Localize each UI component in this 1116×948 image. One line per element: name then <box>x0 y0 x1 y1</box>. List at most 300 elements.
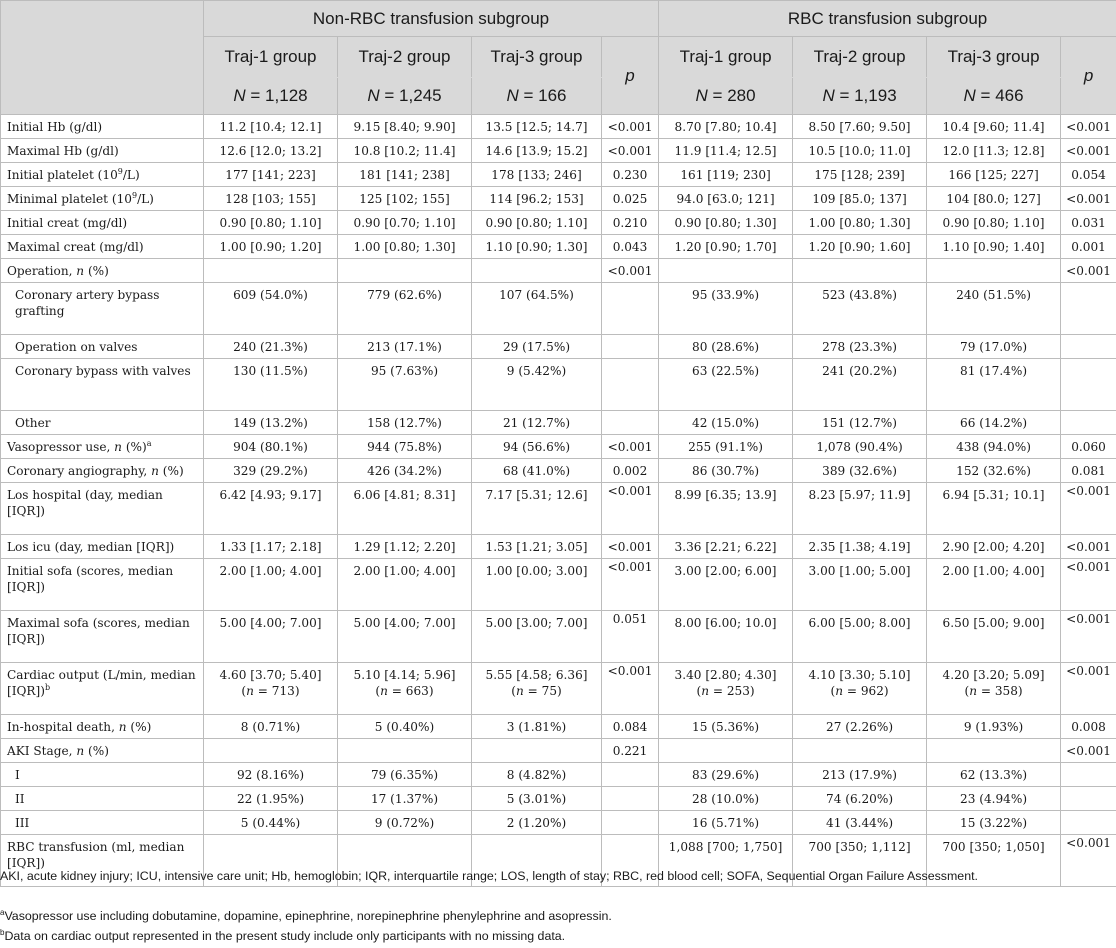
cell-value: <0.001 <box>607 119 653 134</box>
value-cell <box>472 787 602 811</box>
value-cell <box>204 115 338 139</box>
row-label-text: Coronary bypass with valves <box>15 364 191 378</box>
cell-value: 86 (30.7%) <box>692 463 760 478</box>
table-row <box>1 715 1116 739</box>
cell-value: 1.10 [0.90; 1.30] <box>485 239 588 254</box>
n-symbol: N <box>963 86 976 105</box>
cell-value: 42 (15.0%) <box>692 415 760 430</box>
value-cell <box>472 235 602 259</box>
cell-value: 0.054 <box>1071 167 1106 182</box>
value-cell <box>793 559 927 611</box>
p-value-cell <box>1061 739 1116 763</box>
cell-value: 240 (21.3%) <box>233 339 308 354</box>
row-label <box>1 435 204 459</box>
cell-value: 240 (51.5%) <box>956 288 1031 302</box>
value-cell <box>472 715 602 739</box>
value-cell <box>204 559 338 611</box>
p-value-cell <box>602 115 659 139</box>
cell-value: 7.17 [5.31; 12.6] <box>485 488 588 502</box>
value-cell <box>659 811 793 835</box>
value-cell <box>927 459 1061 483</box>
value-cell <box>204 811 338 835</box>
footnote-abbreviations: AKI, acute kidney injury; ICU, intensive care unit; Hb, hemoglobin; IQR, interquartile range; LOS, length of stay; RBC, red blood cell; SOFA, Sequential Organ Failure Assessment. <box>0 869 978 883</box>
cell-value: 255 (91.1%) <box>688 439 763 454</box>
cell-value: 1.10 [0.90; 1.40] <box>942 239 1045 254</box>
cell-value: 438 (94.0%) <box>956 439 1031 454</box>
cell-value: 8.50 [7.60; 9.50] <box>808 119 911 134</box>
table-row <box>1 283 1116 335</box>
cell-value: 9 (1.93%) <box>963 719 1024 734</box>
cell-value: 944 (75.8%) <box>367 439 442 454</box>
p-value-cell <box>602 739 659 763</box>
value-cell <box>338 335 472 359</box>
p-value-cell <box>602 611 659 663</box>
p-value-cell <box>1061 187 1116 211</box>
p-value-cell <box>1061 259 1116 283</box>
value-cell <box>204 163 338 187</box>
p-value-cell <box>1061 535 1116 559</box>
row-label-text: Maximal creat (mg/dl) <box>7 239 144 254</box>
cell-value: 62 (13.3%) <box>960 767 1028 782</box>
value-cell <box>659 483 793 535</box>
p-value-cell <box>602 235 659 259</box>
group-header-rbc: RBC transfusion subgroup <box>659 1 1116 37</box>
value-cell <box>793 283 927 335</box>
table-row <box>1 483 1116 535</box>
n-count-cell <box>338 78 472 115</box>
row-label-text: RBC transfusion (ml, median [IQR]) <box>7 840 185 870</box>
cell-value: 149 (13.2%) <box>233 415 308 430</box>
value-cell <box>338 359 472 411</box>
cell-value: 79 (6.35%) <box>370 767 439 782</box>
value-cell <box>659 359 793 411</box>
cell-value: 241 (20.2%) <box>822 364 897 378</box>
cell-value: 94.0 [63.0; 121] <box>676 191 775 206</box>
row-label-italic: n <box>118 719 127 734</box>
cell-value: 95 (7.63%) <box>370 364 439 378</box>
cell-value: 0.002 <box>612 463 648 478</box>
cell-value: 1,088 [700; 1,750] <box>668 840 783 854</box>
p-value-cell <box>602 811 659 835</box>
row-label-text: In-hospital death, <box>7 719 119 734</box>
p-value-cell <box>602 259 659 283</box>
cell-value: 6.00 [5.00; 8.00] <box>808 616 911 630</box>
row-label <box>1 115 204 139</box>
table-row <box>1 359 1116 411</box>
cell-value: <0.001 <box>607 560 653 574</box>
cell-value: 92 (8.16%) <box>236 767 305 782</box>
value-cell <box>927 115 1061 139</box>
cell-value: 68 (41.0%) <box>502 463 571 478</box>
cell-value: 609 (54.0%) <box>233 288 308 302</box>
row-label-text: Vasopressor use, <box>7 439 115 454</box>
row-label <box>1 359 204 411</box>
cell-value: <0.001 <box>607 439 653 454</box>
cell-value: 11.2 [10.4; 12.1] <box>219 119 322 134</box>
row-label <box>1 139 204 163</box>
value-cell <box>338 787 472 811</box>
table-row <box>1 559 1116 611</box>
cell-value: 1.53 [1.21; 3.05] <box>485 539 588 554</box>
cell-value: 10.8 [10.2; 11.4] <box>353 143 456 158</box>
col-header-traj2: Traj-2 group <box>793 37 927 78</box>
cell-value: 63 (22.5%) <box>692 364 760 378</box>
value-cell <box>793 235 927 259</box>
p-value-cell <box>1061 763 1116 787</box>
value-cell <box>793 739 927 763</box>
n-count-value: = 280 <box>712 86 756 105</box>
cell-value: 1.00 [0.90; 1.20] <box>219 239 322 254</box>
cell-value: 5 (3.01%) <box>506 791 567 806</box>
p-value-cell <box>1061 211 1116 235</box>
value-cell <box>793 663 927 715</box>
table-row <box>1 259 1116 283</box>
value-cell <box>338 559 472 611</box>
value-cell <box>338 483 472 535</box>
cell-value: 8.99 [6.35; 13.9] <box>674 488 777 502</box>
cell-value: 6.06 [4.81; 8.31] <box>353 488 456 502</box>
value-cell <box>927 535 1061 559</box>
cell-value: 83 (29.6%) <box>692 767 760 782</box>
value-cell <box>472 739 602 763</box>
row-label <box>1 335 204 359</box>
value-cell <box>472 187 602 211</box>
footnote-a <box>0 906 1116 926</box>
value-cell <box>793 211 927 235</box>
cell-value: 0.90 [0.70; 1.10] <box>353 215 456 230</box>
value-cell <box>338 115 472 139</box>
value-cell <box>927 259 1061 283</box>
cell-value: 1.00 [0.80; 1.30] <box>808 215 911 230</box>
row-label <box>1 459 204 483</box>
row-label-text: III <box>15 815 30 830</box>
value-cell <box>204 259 338 283</box>
p-value-cell <box>602 335 659 359</box>
value-cell <box>472 535 602 559</box>
table-row <box>1 611 1116 663</box>
cell-value: 94 (56.6%) <box>502 439 571 454</box>
p-value-cell <box>602 283 659 335</box>
value-cell <box>472 663 602 715</box>
value-cell <box>927 187 1061 211</box>
cell-value: 10.4 [9.60; 11.4] <box>942 119 1045 134</box>
value-cell <box>338 283 472 335</box>
cell-value: 2.00 [1.00; 4.00] <box>219 564 322 578</box>
col-header-p: p <box>602 37 659 115</box>
row-label <box>1 211 204 235</box>
value-cell <box>927 163 1061 187</box>
value-cell <box>659 663 793 715</box>
footnote-a-mark: a <box>0 907 5 917</box>
cell-value: 151 (12.7%) <box>822 415 897 430</box>
cell-value: <0.001 <box>607 539 653 554</box>
col-header-traj1: Traj-1 group <box>659 37 793 78</box>
cell-value: 4.20 [3.20; 5.09] <box>942 668 1045 682</box>
value-cell <box>927 663 1061 715</box>
p-value-cell <box>1061 335 1116 359</box>
cell-value: <0.001 <box>607 263 653 278</box>
p-value-cell <box>1061 559 1116 611</box>
table-row <box>1 763 1116 787</box>
n-symbol: n <box>835 684 843 698</box>
cell-value: 5 (0.40%) <box>374 719 435 734</box>
value-cell <box>472 435 602 459</box>
p-value-cell <box>602 187 659 211</box>
cell-value: 178 [133; 246] <box>491 167 582 182</box>
n-count-cell <box>472 78 602 115</box>
row-label-text: Coronary angiography, <box>7 463 152 478</box>
cell-value: 15 (3.22%) <box>960 815 1028 830</box>
value-cell <box>927 763 1061 787</box>
value-cell <box>793 715 927 739</box>
cell-value: 175 [128; 239] <box>814 167 905 182</box>
cell-value: 0.043 <box>612 239 648 254</box>
value-cell <box>659 739 793 763</box>
cell-value: 104 [80.0; 127] <box>946 191 1041 206</box>
n-symbol: n <box>246 684 254 698</box>
row-label-text: Coronary artery bypass grafting <box>15 288 160 318</box>
value-cell <box>472 335 602 359</box>
table-body <box>1 115 1116 887</box>
row-label <box>1 235 204 259</box>
value-cell <box>927 335 1061 359</box>
p-value-cell <box>602 559 659 611</box>
cell-value: 3.40 [2.80; 4.30] <box>674 668 777 682</box>
footnote-b-text: Data on cardiac output represented in the present study include only participants with no missing data. <box>4 929 566 943</box>
p-value-cell <box>602 435 659 459</box>
cell-value: 128 [103; 155] <box>225 191 316 206</box>
value-cell <box>204 483 338 535</box>
value-cell <box>338 187 472 211</box>
table-header <box>1 1 1116 115</box>
value-cell <box>659 559 793 611</box>
n-count-value: = 466 <box>980 86 1024 105</box>
cell-value: 8.00 [6.00; 10.0] <box>674 616 777 630</box>
cell-value: 0.90 [0.80; 1.10] <box>485 215 588 230</box>
value-cell <box>659 115 793 139</box>
value-cell <box>659 335 793 359</box>
n-symbol: n <box>515 684 524 698</box>
value-cell <box>927 283 1061 335</box>
cell-value: 21 (12.7%) <box>502 415 571 430</box>
cell-value: 107 (64.5%) <box>499 288 574 302</box>
cell-value: 166 [125; 227] <box>948 167 1039 182</box>
row-label <box>1 811 204 835</box>
cell-value: 9.15 [8.40; 9.90] <box>353 119 456 134</box>
cell-value: <0.001 <box>1066 836 1111 850</box>
table-row <box>1 535 1116 559</box>
table-row <box>1 235 1116 259</box>
cell-value: 5.00 [3.00; 7.00] <box>485 616 588 630</box>
row-label-text: Operation on valves <box>15 339 138 354</box>
col-header-traj3: Traj-3 group <box>927 37 1061 78</box>
value-cell <box>927 787 1061 811</box>
value-cell <box>204 235 338 259</box>
value-cell <box>659 459 793 483</box>
value-cell <box>204 211 338 235</box>
row-label <box>1 535 204 559</box>
value-cell <box>204 283 338 335</box>
p-value-cell <box>1061 235 1116 259</box>
row-label-text: Los icu (day, median [IQR]) <box>7 539 175 554</box>
value-cell <box>338 139 472 163</box>
p-value-cell <box>1061 283 1116 335</box>
value-cell <box>659 235 793 259</box>
cell-value: 0.081 <box>1071 463 1106 478</box>
value-cell <box>659 435 793 459</box>
cell-value: 66 (14.2%) <box>960 415 1028 430</box>
cell-value: 0.008 <box>1071 719 1106 734</box>
cell-value: 426 (34.2%) <box>367 463 442 478</box>
row-label-text: (%) <box>84 743 109 758</box>
cell-value: 1,078 (90.4%) <box>816 439 903 454</box>
cell-value: 8 (0.71%) <box>240 719 301 734</box>
cell-value: 13.5 [12.5; 14.7] <box>485 119 588 134</box>
cell-value: <0.001 <box>1066 143 1111 158</box>
value-cell <box>338 163 472 187</box>
table-row <box>1 187 1116 211</box>
cell-value: 181 [141; 238] <box>359 167 450 182</box>
table-row <box>1 459 1116 483</box>
row-label <box>1 611 204 663</box>
cell-value: 0.90 [0.80; 1.10] <box>219 215 322 230</box>
value-cell <box>927 139 1061 163</box>
table-row <box>1 163 1116 187</box>
row-label <box>1 763 204 787</box>
n-subcount: = 75) <box>527 684 562 698</box>
cell-value: 2.35 [1.38; 4.19] <box>808 539 911 554</box>
table-row <box>1 739 1116 763</box>
row-label-text: I <box>15 767 20 782</box>
row-label-italic: n <box>114 439 122 454</box>
value-cell <box>338 411 472 435</box>
row-label <box>1 559 204 611</box>
row-label-italic: n <box>76 743 85 758</box>
n-subcount: = 253) <box>712 684 755 698</box>
value-cell <box>927 559 1061 611</box>
n-count-cell <box>927 78 1061 115</box>
cell-value: <0.001 <box>1066 263 1111 278</box>
value-cell <box>927 715 1061 739</box>
footnote-b-mark: b <box>0 927 5 937</box>
p-value-cell <box>602 163 659 187</box>
row-label <box>1 163 204 187</box>
n-subcount: = 713) <box>257 684 300 698</box>
value-cell <box>338 435 472 459</box>
row-label-text: Minimal platelet (10 <box>7 191 132 206</box>
n-symbol: n <box>380 684 388 698</box>
footnote-b <box>0 926 1116 946</box>
value-cell <box>204 187 338 211</box>
value-cell <box>927 435 1061 459</box>
n-subcount: = 663) <box>391 684 434 698</box>
p-value-cell <box>602 139 659 163</box>
footnote-a-text: Vasopressor use including dobutamine, dopamine, epinephrine, norepinephrine phenylephrine and asopressin. <box>4 909 612 923</box>
value-cell <box>927 739 1061 763</box>
p-value-cell <box>602 411 659 435</box>
value-cell <box>472 211 602 235</box>
cell-value: 177 [141; 223] <box>225 167 316 182</box>
cell-value: 8.23 [5.97; 11.9] <box>808 488 911 502</box>
p-value-cell <box>1061 411 1116 435</box>
paren: ( <box>696 684 702 698</box>
cell-value: 114 [96.2; 153] <box>489 191 584 206</box>
cell-value: 158 (12.7%) <box>367 415 442 430</box>
n-subcount: = 962) <box>846 684 889 698</box>
value-cell <box>204 715 338 739</box>
cell-value: 6.42 [4.93; 9.17] <box>219 488 322 502</box>
row-label <box>1 411 204 435</box>
p-value-cell <box>1061 483 1116 535</box>
row-label <box>1 663 204 715</box>
cell-value: 79 (17.0%) <box>960 339 1028 354</box>
table-row <box>1 787 1116 811</box>
cell-value: 8 (4.82%) <box>506 767 567 782</box>
cell-value: 2.00 [1.00; 4.00] <box>942 564 1045 578</box>
n-count-value: = 1,193 <box>839 86 897 105</box>
header-corner <box>1 1 204 115</box>
cell-value: 15 (5.36%) <box>692 719 760 734</box>
value-cell <box>338 535 472 559</box>
row-label <box>1 715 204 739</box>
value-cell <box>659 611 793 663</box>
cell-value: 6.50 [5.00; 9.00] <box>942 616 1045 630</box>
cell-value: 213 (17.9%) <box>822 767 897 782</box>
value-cell <box>659 259 793 283</box>
paren: ( <box>830 684 836 698</box>
value-cell <box>793 163 927 187</box>
cell-value: 9 (0.72%) <box>374 815 435 830</box>
value-cell <box>659 411 793 435</box>
value-cell <box>659 283 793 335</box>
cell-value: 700 [350; 1,050] <box>942 840 1045 854</box>
value-cell <box>927 811 1061 835</box>
row-label-italic: n <box>151 463 159 478</box>
value-cell <box>659 211 793 235</box>
cell-value: 1.29 [1.12; 2.20] <box>353 539 456 554</box>
p-value-cell <box>602 663 659 715</box>
n-symbol: n <box>969 684 977 698</box>
row-label-text: AKI Stage, <box>7 743 77 758</box>
cell-value: <0.001 <box>1066 612 1111 626</box>
cell-value: <0.001 <box>1066 743 1111 758</box>
value-cell <box>659 763 793 787</box>
table-row <box>1 139 1116 163</box>
table-row <box>1 663 1116 715</box>
cell-value: 12.0 [11.3; 12.8] <box>942 143 1045 158</box>
value-cell <box>927 611 1061 663</box>
cell-value: 12.6 [12.0; 13.2] <box>219 143 322 158</box>
value-cell <box>338 211 472 235</box>
value-cell <box>793 459 927 483</box>
value-cell <box>793 763 927 787</box>
value-cell <box>204 335 338 359</box>
p-value-cell <box>1061 787 1116 811</box>
row-label <box>1 787 204 811</box>
paren: ( <box>241 684 247 698</box>
value-cell <box>338 459 472 483</box>
value-cell <box>472 483 602 535</box>
cell-value: 3.00 [2.00; 6.00] <box>674 564 777 578</box>
cell-value: 9 (5.42%) <box>506 364 567 378</box>
cell-value: 213 (17.1%) <box>367 339 442 354</box>
row-label-sup: 9 <box>131 190 138 200</box>
row-label-text: Other <box>15 415 51 430</box>
cell-value: <0.001 <box>1066 119 1111 134</box>
cell-value: 1.20 [0.90; 1.60] <box>808 239 911 254</box>
value-cell <box>338 235 472 259</box>
col-header-traj3: Traj-3 group <box>472 37 602 78</box>
